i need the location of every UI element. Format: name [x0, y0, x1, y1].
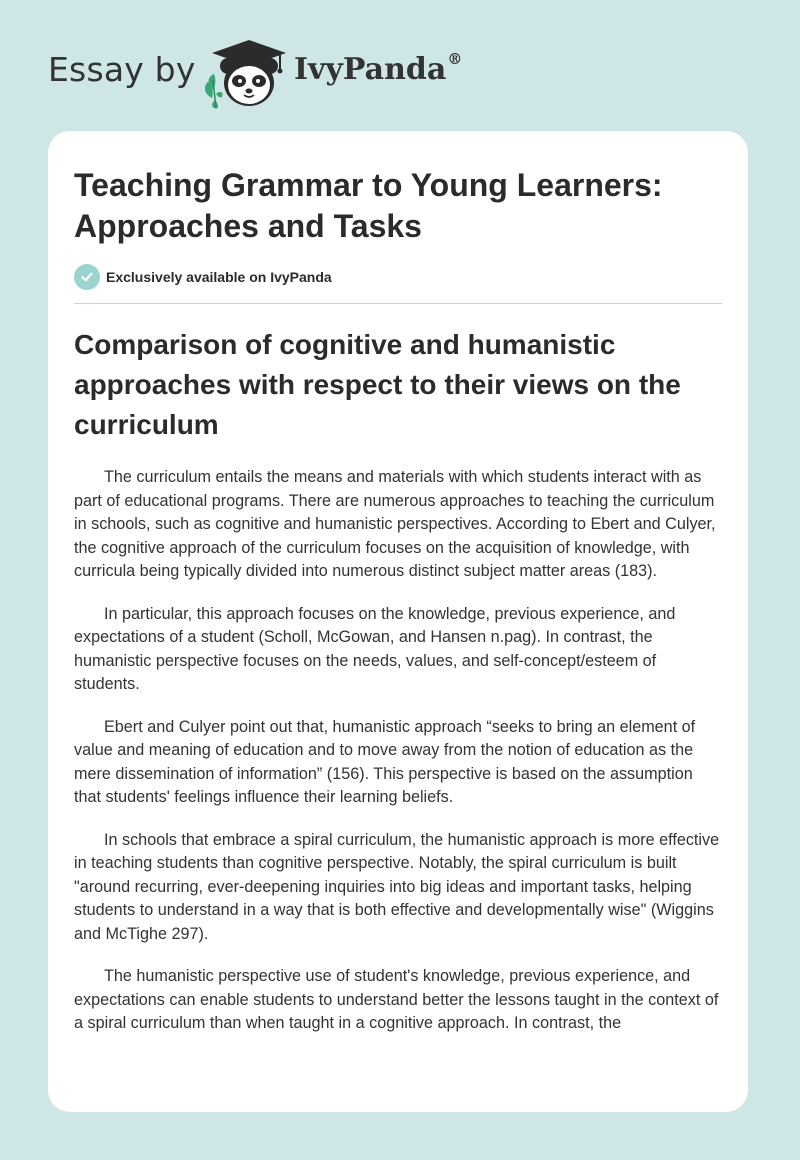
brand-name[interactable]	[294, 52, 461, 87]
essay-title: Teaching Grammar to Young Learners: Approaches and Tasks	[74, 167, 663, 244]
badge-label: Exclusively available on IvyPanda	[106, 269, 332, 285]
registered-mark: ®	[447, 50, 463, 68]
paragraph: Ebert and Culyer point out that, humanistic approach “seeks to bring an element of value and meaning of education and to move away from the notion of education as the mere dissemination of information” (156). This perspective is based on the assumption that students' feelings influence their learning beliefs.	[74, 717, 696, 806]
exclusive-badge	[74, 264, 332, 290]
essay-by-label: Essay by	[48, 50, 196, 89]
paragraph: In particular, this approach focuses on the knowledge, previous experience, and expectations of a student (Scholl, McGowan, and Hansen n.pag). In contrast, the humanistic perspective focuses on the needs, values, and self-concept/esteem of students.	[74, 604, 676, 693]
paragraph: The curriculum entails the means and materials with which students interact with as part of educational programs. There are numerous approaches to teaching the curriculum in schools, such as cognitive and humanistic perspectives. According to Ebert and Culyer, the cognitive approach of the curriculum focuses on the acquisition of knowledge, with curricula being typically divided into numerous distinct subject matter areas (183).	[74, 468, 716, 580]
essay-body	[74, 466, 724, 1055]
essay-card	[48, 131, 748, 1112]
paragraph: In schools that embrace a spiral curriculum, the humanistic approach is more effective in teaching students than cognitive perspective. Notably, the spiral curriculum is built "around recurring, ever-deepening inquiries into big ideas and important tasks, helping students to understand in a way that is both effective and developmentally wise" (Wiggins and McTighe 297).	[74, 830, 720, 943]
check-icon	[74, 264, 100, 290]
panda-logo-icon[interactable]	[200, 36, 292, 110]
section-heading: Comparison of cognitive and humanistic approaches with respect to their views on the curriculum	[74, 329, 681, 440]
paragraph: The humanistic perspective use of student's knowledge, previous experience, and expectations can enable students to understand better the lessons taught in the context of a spiral curriculum than when taught in a cognitive approach. In contrast, the	[74, 967, 719, 1032]
title-divider	[74, 303, 722, 304]
brand-text: IvyPanda	[294, 52, 447, 87]
site-header	[0, 0, 800, 130]
